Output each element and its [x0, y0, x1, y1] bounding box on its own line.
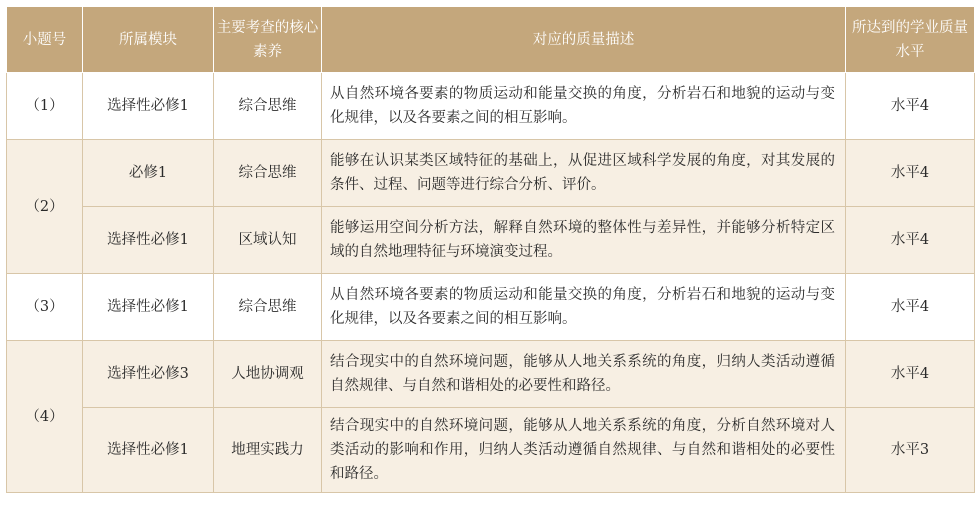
module-cell: 选择性必修1	[83, 274, 214, 341]
module-cell: 选择性必修1	[83, 73, 214, 140]
table-row	[7, 408, 975, 493]
header-quality-description: 对应的质量描述	[322, 7, 846, 73]
module-cell: 选择性必修3	[83, 341, 214, 408]
description-cell: 从自然环境各要素的物质运动和能量交换的角度，分析岩石和地貌的运动与变化规律，以及各要素之间的相互影响。	[322, 73, 846, 140]
table-row	[7, 341, 975, 408]
header-quality-level: 所达到的学业质量水平	[846, 7, 975, 73]
literacy-cell: 综合思维	[214, 140, 322, 207]
level-cell: 水平4	[846, 73, 975, 140]
literacy-cell: 综合思维	[214, 73, 322, 140]
level-cell: 水平4	[846, 341, 975, 408]
question-number: （4）	[7, 341, 83, 493]
level-cell: 水平3	[846, 408, 975, 493]
question-number: （2）	[7, 140, 83, 274]
description-cell: 结合现实中的自然环境问题，能够从人地关系系统的角度，归纳人类活动遵循自然规律、与自然和谐相处的必要性和路径。	[322, 341, 846, 408]
literacy-cell: 综合思维	[214, 274, 322, 341]
table-row	[7, 140, 975, 207]
literacy-cell: 区域认知	[214, 207, 322, 274]
header-row	[7, 7, 975, 73]
quality-table	[6, 6, 975, 493]
level-cell: 水平4	[846, 207, 975, 274]
table-row	[7, 274, 975, 341]
module-cell: 选择性必修1	[83, 408, 214, 493]
module-cell: 必修1	[83, 140, 214, 207]
description-cell: 能够运用空间分析方法，解释自然环境的整体性与差异性，并能够分析特定区域的自然地理特征与环境演变过程。	[322, 207, 846, 274]
description-cell: 结合现实中的自然环境问题，能够从人地关系系统的角度，分析自然环境对人类活动的影响和作用，归纳人类活动遵循自然规律、与自然和谐相处的必要性和路径。	[322, 408, 846, 493]
question-number: （3）	[7, 274, 83, 341]
description-cell: 从自然环境各要素的物质运动和能量交换的角度，分析岩石和地貌的运动与变化规律，以及各要素之间的相互影响。	[322, 274, 846, 341]
table-row	[7, 207, 975, 274]
literacy-cell: 地理实践力	[214, 408, 322, 493]
header-core-literacy: 主要考查的核心素养	[214, 7, 322, 73]
header-module: 所属模块	[83, 7, 214, 73]
module-cell: 选择性必修1	[83, 207, 214, 274]
description-cell: 能够在认识某类区域特征的基础上，从促进区域科学发展的角度，对其发展的条件、过程、问题等进行综合分析、评价。	[322, 140, 846, 207]
header-question-number: 小题号	[7, 7, 83, 73]
question-number: （1）	[7, 73, 83, 140]
literacy-cell: 人地协调观	[214, 341, 322, 408]
level-cell: 水平4	[846, 274, 975, 341]
level-cell: 水平4	[846, 140, 975, 207]
table-row	[7, 73, 975, 140]
